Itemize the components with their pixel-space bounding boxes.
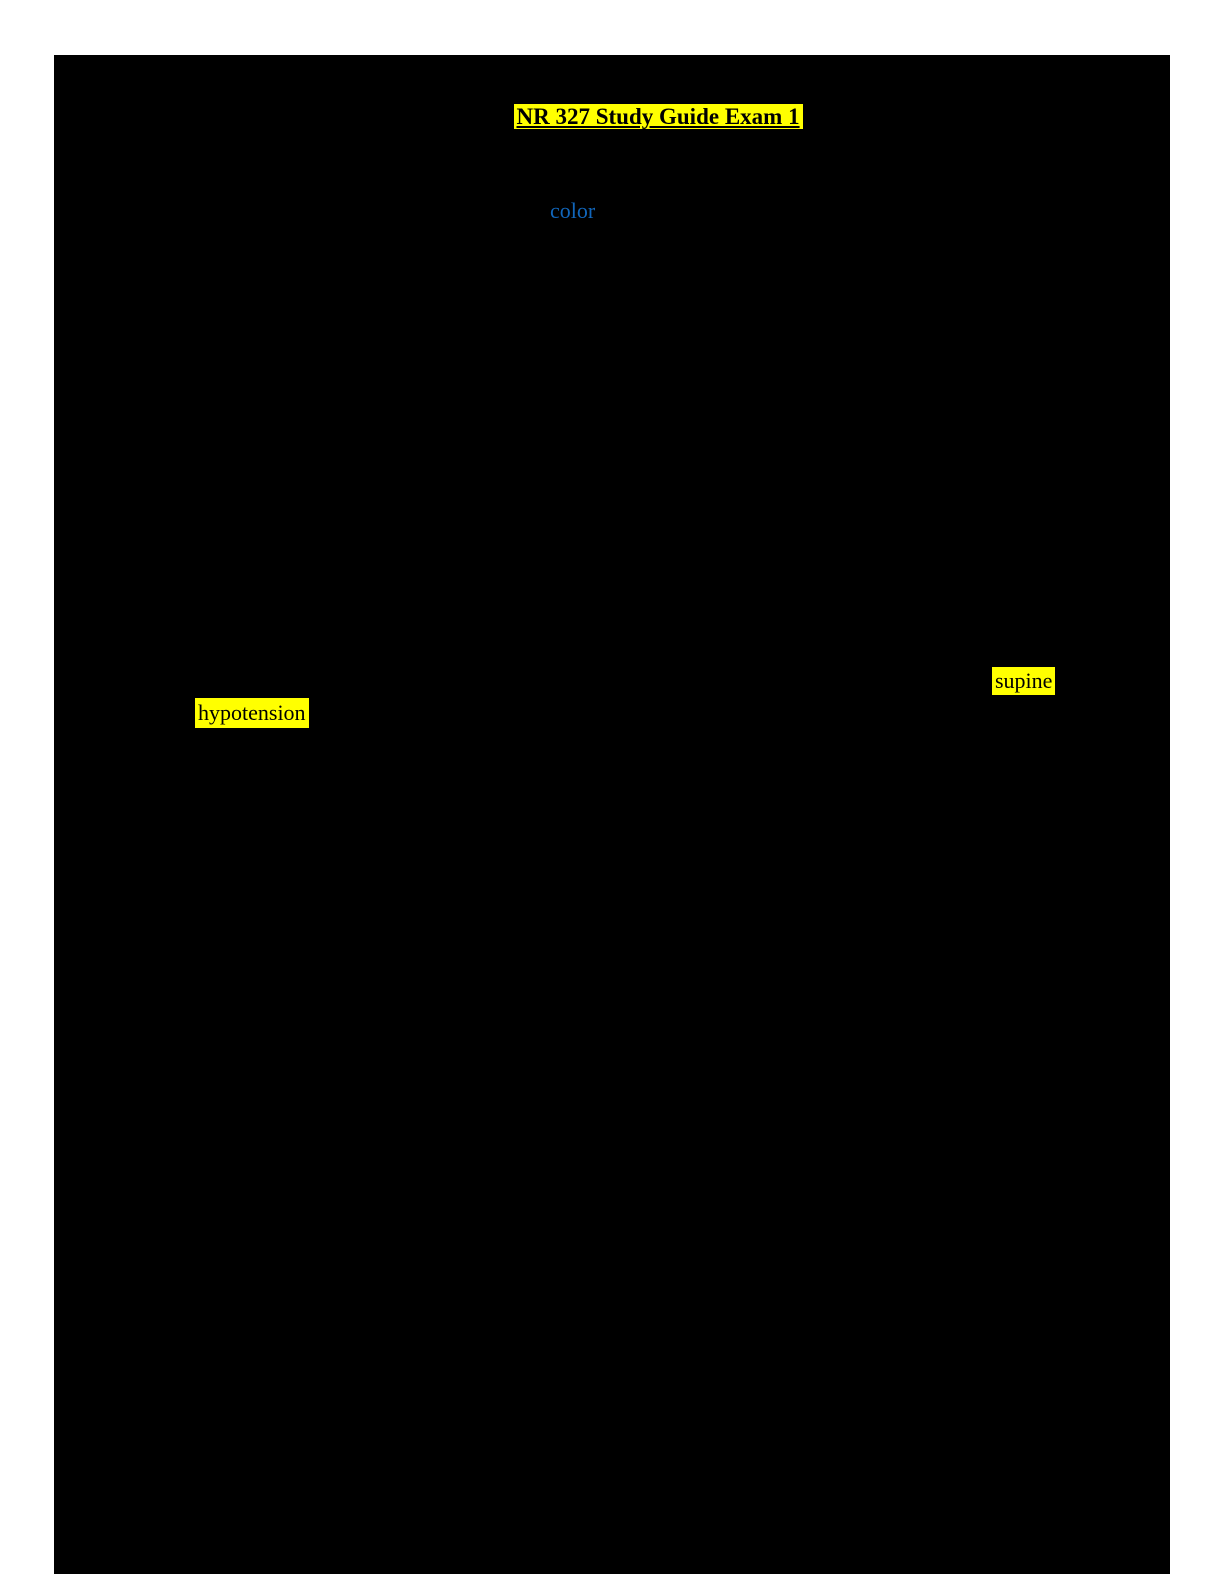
document-content-area <box>54 55 1170 1574</box>
page-title-highlight: NR 327 Study Guide Exam 1 <box>514 104 803 129</box>
link-text-color[interactable]: color <box>550 198 596 223</box>
highlighted-term-hypotension: hypotension <box>195 698 309 728</box>
page-title <box>479 75 803 159</box>
highlighted-term-supine: supine <box>992 667 1055 695</box>
